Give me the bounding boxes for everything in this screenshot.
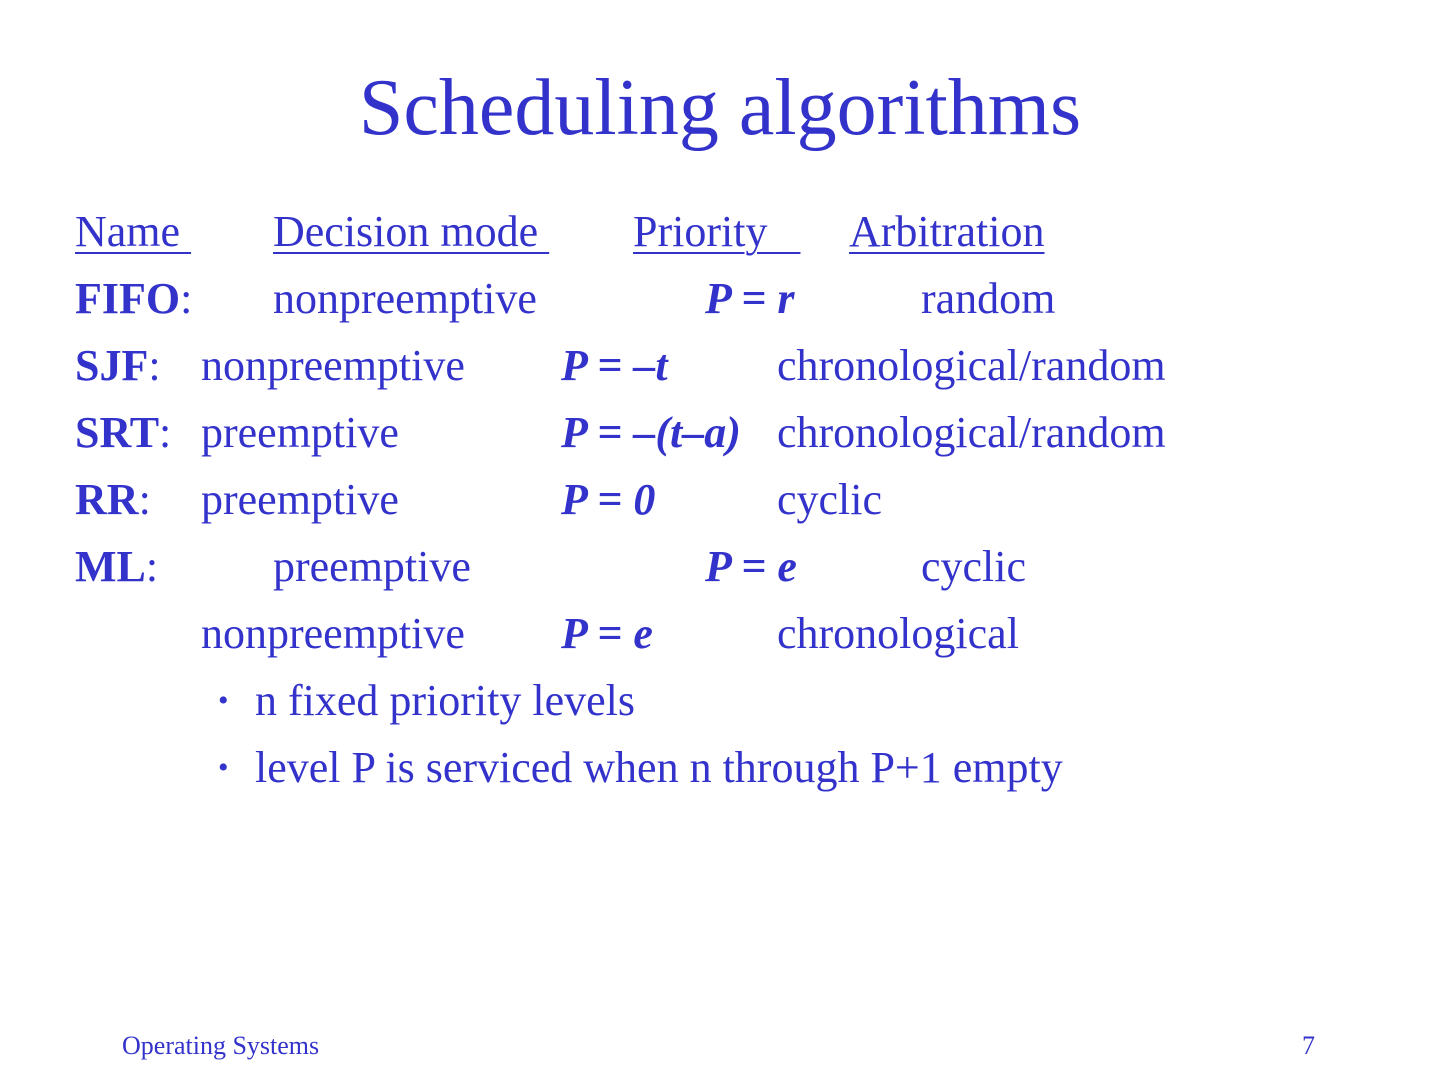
algorithm-name: FIFO <box>75 274 181 323</box>
colon: : <box>145 542 159 591</box>
decision-mode: preemptive <box>201 408 399 457</box>
slide-title: Scheduling algorithms <box>358 64 1082 152</box>
arbitration: cyclic <box>777 475 883 524</box>
table-row <box>0 470 1440 530</box>
colon: : <box>159 408 172 457</box>
priority-formula: P = 0 <box>561 475 656 524</box>
bullet-icon: • <box>218 751 229 784</box>
arbitration: random <box>921 274 1056 323</box>
arbitration: chronological <box>777 609 1019 658</box>
priority-formula: P = e <box>561 609 653 658</box>
priority-formula: P = e <box>705 542 797 591</box>
arbitration: cyclic <box>921 542 1027 591</box>
table-header-row <box>0 202 1440 262</box>
algorithm-name: ML <box>75 542 146 591</box>
algorithm-name: RR <box>75 475 139 524</box>
table-row <box>0 269 1440 329</box>
list-item <box>0 738 1440 798</box>
page-number: 7 <box>1302 1031 1315 1060</box>
header-decision-mode: Decision mode <box>273 207 550 256</box>
table-row <box>0 336 1440 396</box>
colon: : <box>138 475 151 524</box>
bullet-text: level P is serviced when n through P+1 empty <box>255 743 1063 792</box>
row-name-cell <box>75 336 161 396</box>
row-name-cell <box>75 403 171 463</box>
header-priority: Priority <box>633 207 801 256</box>
header-name: Name <box>75 207 192 256</box>
footer-course-name: Operating Systems <box>122 1031 320 1060</box>
algorithm-name: SJF <box>75 341 149 390</box>
decision-mode: preemptive <box>201 475 399 524</box>
algorithm-name: SRT <box>75 408 160 457</box>
row-name-cell <box>75 470 151 530</box>
row-name-cell <box>75 269 192 329</box>
priority-formula: P = –t <box>561 341 668 390</box>
bullet-icon: • <box>218 684 229 717</box>
decision-mode: nonpreemptive <box>273 274 537 323</box>
table-row <box>0 604 1440 664</box>
decision-mode: preemptive <box>273 542 471 591</box>
header-arbitration: Arbitration <box>849 207 1045 256</box>
priority-formula: P = r <box>705 274 795 323</box>
colon: : <box>148 341 161 390</box>
list-item <box>0 671 1440 731</box>
decision-mode: nonpreemptive <box>201 341 465 390</box>
arbitration: chronological/random <box>777 408 1166 457</box>
table-row <box>0 537 1440 597</box>
row-name-cell <box>75 537 158 597</box>
arbitration: chronological/random <box>777 341 1166 390</box>
colon: : <box>180 274 193 323</box>
priority-formula: P = –(t–a) <box>561 408 741 457</box>
table-row <box>0 403 1440 463</box>
decision-mode: nonpreemptive <box>201 609 465 658</box>
bullet-text: n fixed priority levels <box>255 676 636 725</box>
